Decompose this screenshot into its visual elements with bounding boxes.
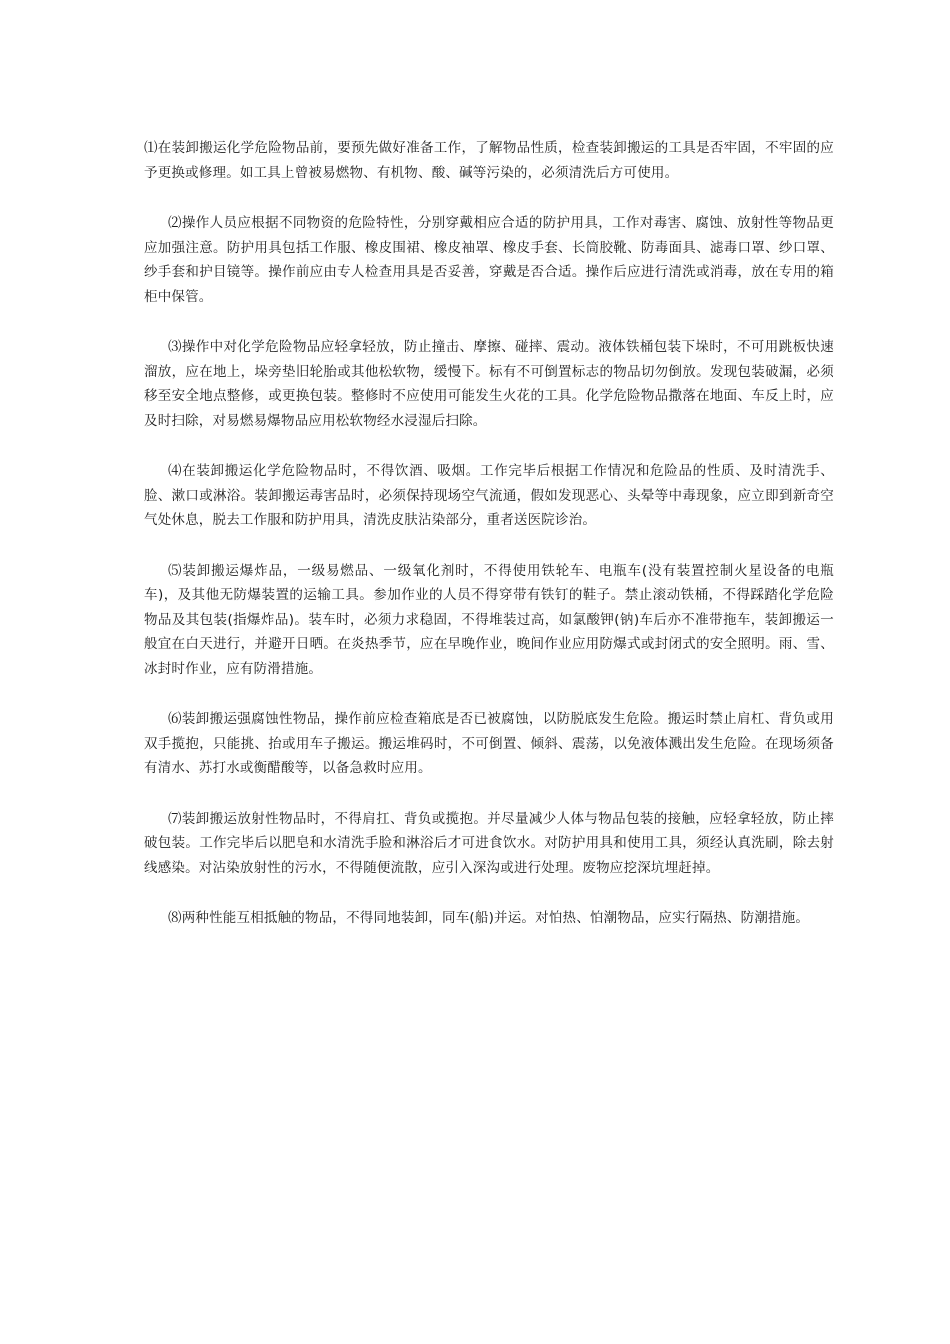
paragraph-4: ⑷在装卸搬运化学危险物品时，不得饮酒、吸烟。工作完毕后根据工作情况和危险品的性质、及时清洗手、脸、漱口或淋浴。装卸搬运毒害品时，必须保持现场空气流通，假如发现恶心、头晕等中毒现象，应立即到新奇空气处休息，脱去工作服和防护用具，清洗皮肤沾染部分，重者送医院诊治。: [144, 463, 834, 528]
paragraph-7: ⑺装卸搬运放射性物品时，不得肩扛、背负或揽抱。并尽量减少人体与物品包装的接触，应轻拿轻放，防止摔破包装。工作完毕后以肥皂和水清洗手脸和淋浴后才可进食饮水。对防护用具和使用工具，须经认真洗刷，除去射线感染。对沾染放射性的污水，不得随便流散，应引入深沟或进行处理。废物应挖深坑埋赶掉。: [144, 810, 834, 876]
paragraph-3: ⑶操作中对化学危险物品应轻拿轻放，防止撞击、摩擦、碰摔、震动。液体铁桶包装下垛时，不可用跳板快速溜放，应在地上，垛旁垫旧轮胎或其他松软物，缓慢下。标有不可倒置标志的物品切勿倒放。发现包装破漏，必须移至安全地点整修，或更换包装。整修时不应使用可能发生火花的工具。化学危险物品撒落在地面、车反上时，应及时扫除，对易燃易爆物品应用松软物经水浸湿后扫除。: [144, 339, 834, 429]
paragraph-6: ⑹装卸搬运强腐蚀性物品，操作前应检查箱底是否已被腐蚀，以防脱底发生危险。搬运时禁止肩杠、背负或用双手揽抱，只能挑、抬或用车子搬运。搬运堆码时，不可倒置、倾斜、震荡，以免液体溅出发生危险。在现场须备有清水、苏打水或衡醋酸等，以备急救时应用。: [144, 711, 834, 776]
paragraph-5: ⑸装卸搬运爆炸品，一级易燃品、一级氧化剂时，不得使用铁轮车、电瓶车(没有装置控制火星设备的电瓶车)，及其他无防爆装置的运输工具。参加作业的人员不得穿带有铁钉的鞋子。禁止滚动铁桶，不得踩踏化学危险物品及其包装(指爆炸品)。装车时，必须力求稳固，不得堆装过高，如氯酸钾(钠)车后亦不准带拖车，装卸搬运一般宜在白天进行，并避开日晒。在炎热季节，应在早晚作业，晚间作业应用防爆式或封闭式的安全照明。雨、雪、冰封时作业，应有防滑措施。: [144, 562, 834, 677]
paragraph-8: ⑻两种性能互相抵触的物品，不得同地装卸，同车(船)并运。对怕热、怕潮物品，应实行隔热、防潮措施。: [168, 910, 810, 926]
document-body: [144, 136, 834, 957]
paragraph-1: ⑴在装卸搬运化学危险物品前，要预先做好准备工作，了解物品性质，检查装卸搬运的工具是否牢固，不牢固的应予更换或修理。如工具上曾被易燃物、有机物、酸、碱等污染的，必须清洗后方可使用。: [144, 140, 834, 181]
paragraph-2: ⑵操作人员应根据不同物资的危险特性，分别穿戴相应合适的防护用具，工作对毒害、腐蚀、放射性等物品更应加强注意。防护用具包括工作服、橡皮围裙、橡皮袖罩、橡皮手套、长筒胶靴、防毒面具、滤毒口罩、纱口罩、纱手套和护目镜等。操作前应由专人检查用具是否妥善，穿戴是否合适。操作后应进行清洗或消毒，放在专用的箱柜中保管。: [144, 215, 834, 305]
